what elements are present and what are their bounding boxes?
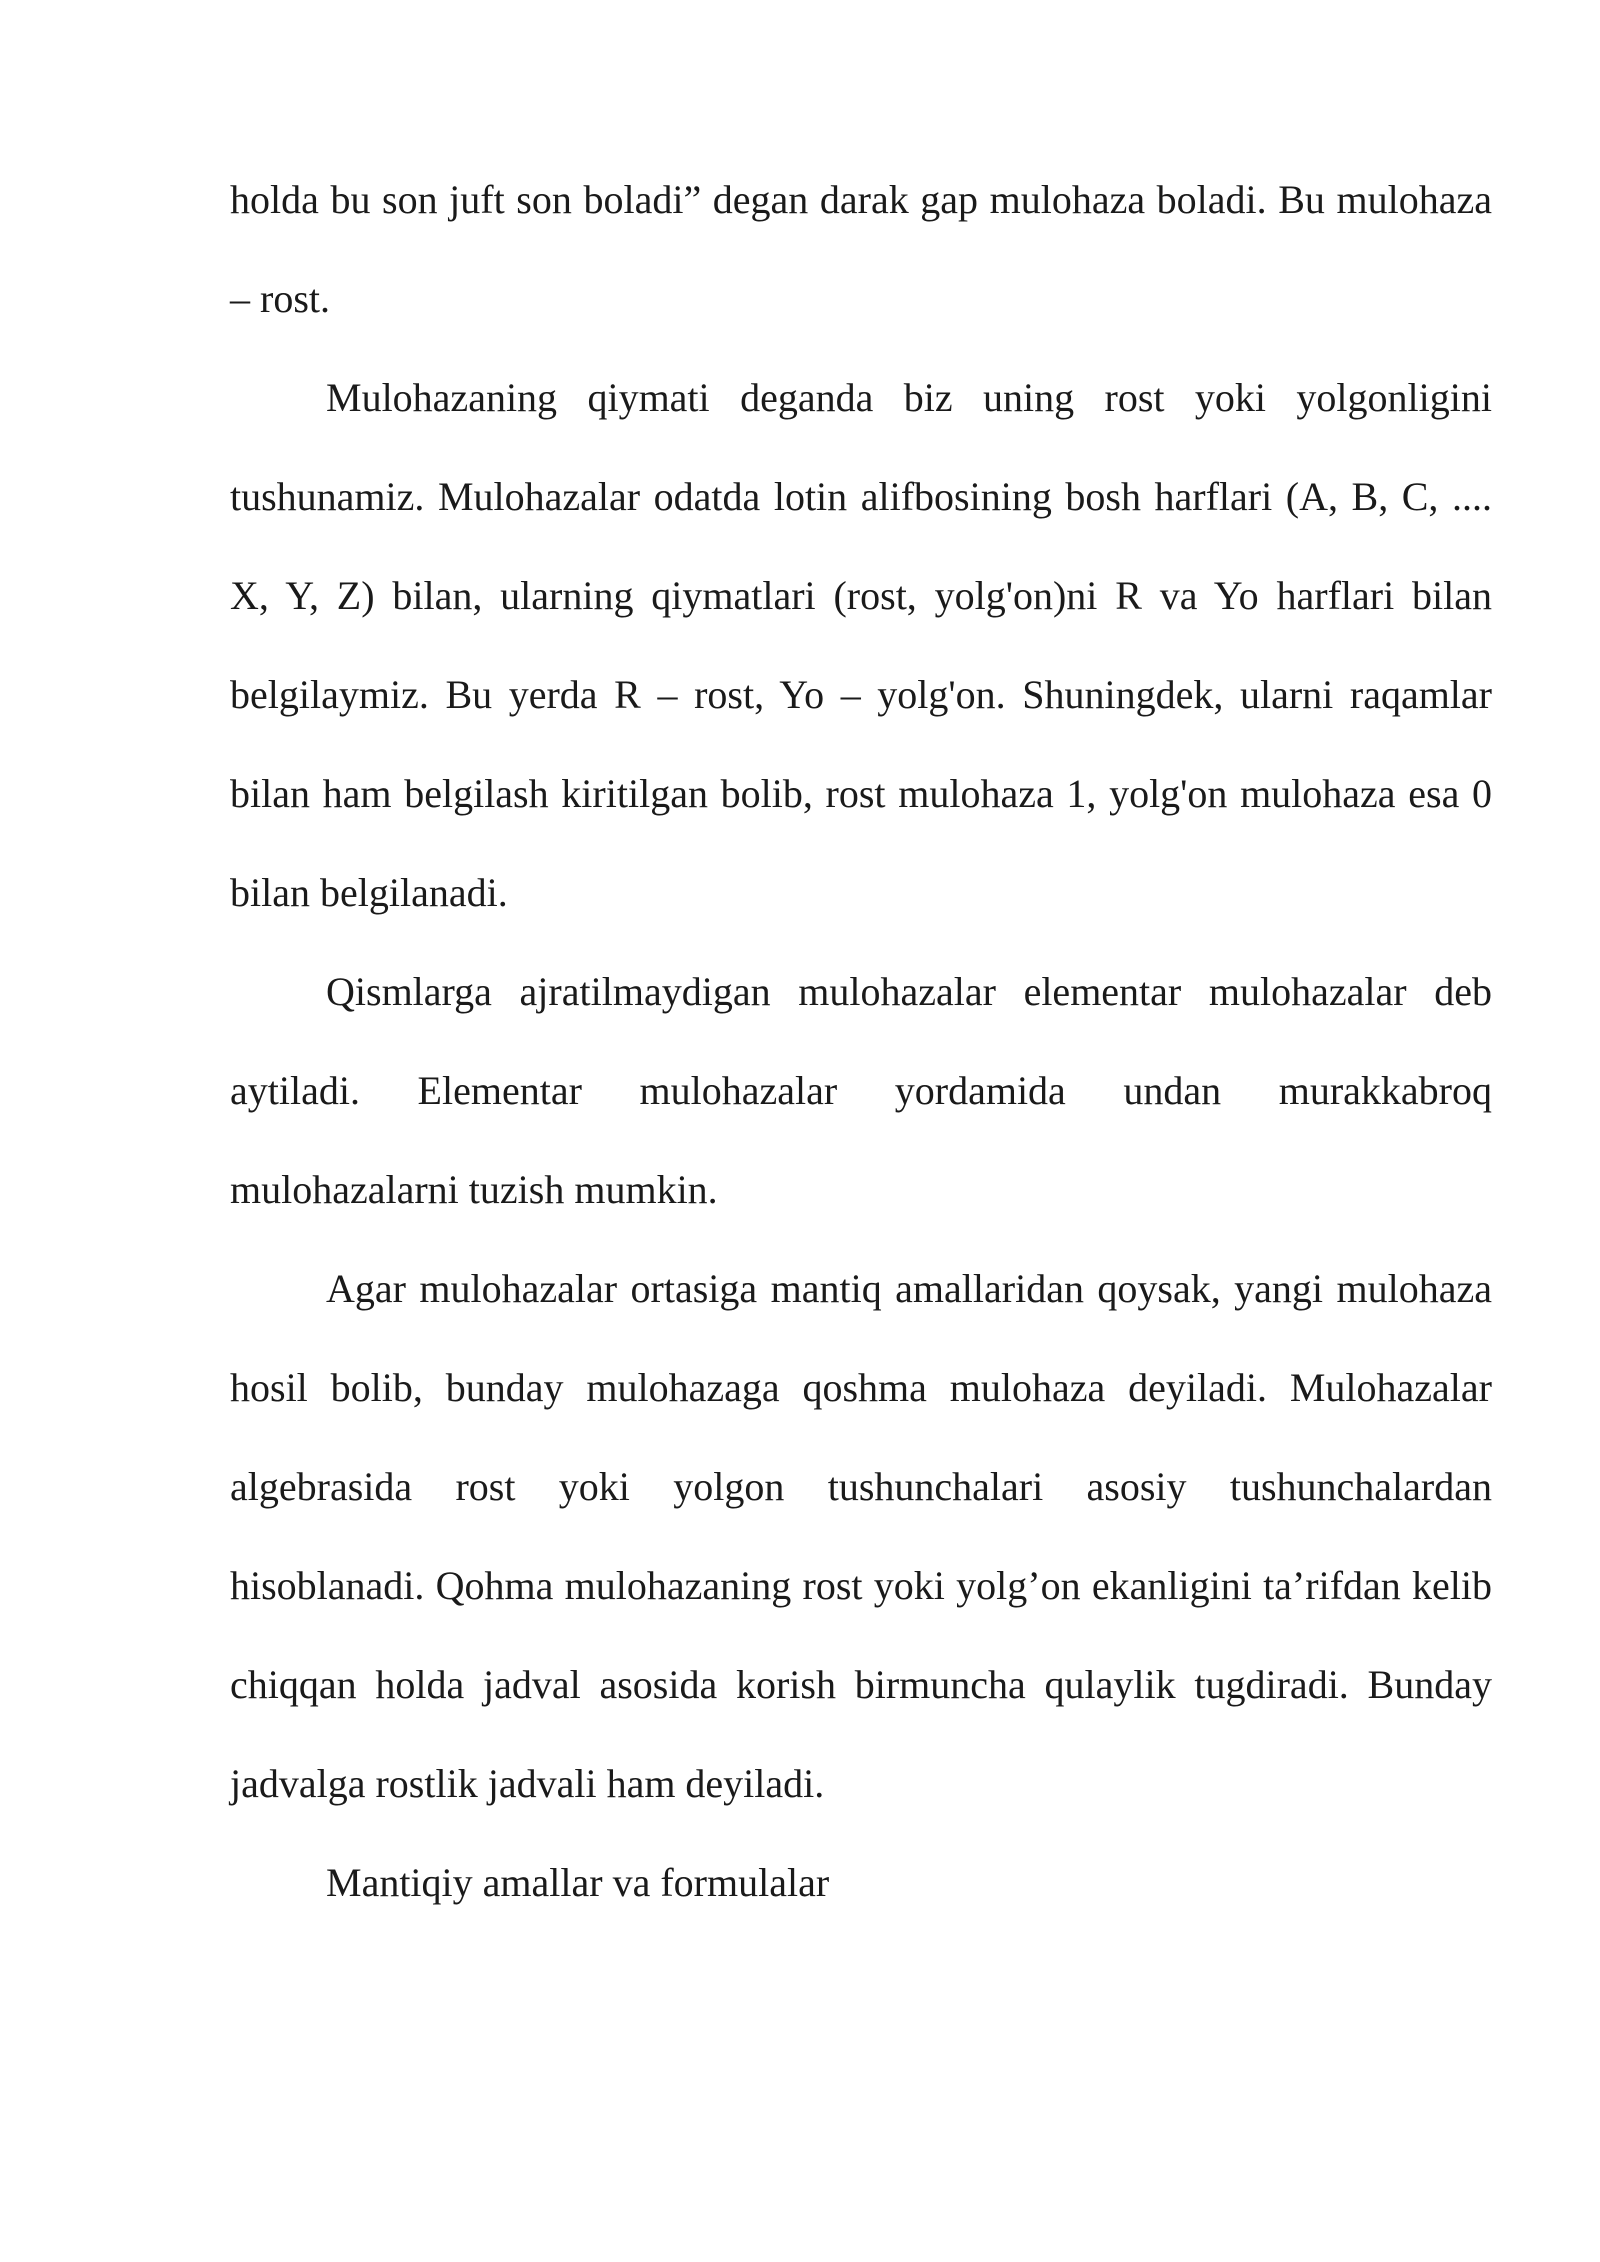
paragraph-elementar-mulohazalar: Qismlarga ajratilmaydigan mulohazalar elementar mulohazalar deb aytiladi. Elementar mulohazalar yordamida undan murakkabroq mulohazalarni tuzish mumkin. <box>230 969 1492 1212</box>
text-column <box>230 150 1492 1932</box>
paragraph-mulohaza-qiymati: Mulohazaning qiymati deganda biz uning rost yoki yolgonligini tushunamiz. Mulohazalar odatda lotin alifbosining bosh harflari (A, B, C, .... X, Y, Z) bilan, ularning qiymatlari (rost, yolg'on)ni R va Yo harflari bilan belgilaymiz. Bu yerda R – rost, Yo – yolg'on. Shuningdek, ularni raqamlar bilan ham belgilash kiritilgan bolib, rost mulohaza 1, yolg'on mulohaza esa 0 bilan belgilanadi. <box>230 375 1492 915</box>
section-heading: Mantiqiy amallar va formulalar <box>326 1860 830 1905</box>
paragraph-continuation: holda bu son juft son boladi” degan darak gap mulohaza boladi. Bu mulohaza – rost. <box>230 177 1492 321</box>
paragraph-qoshma-mulohaza: Agar mulohazalar ortasiga mantiq amallaridan qoysak, yangi mulohaza hosil bolib, bunday mulohazaga qoshma mulohaza deyiladi. Mulohazalar algebrasida rost yoki yolgon tushunchalari asosiy tushunchalardan hisoblanadi. Qohma mulohazaning rost yoki yolg’on ekanligini ta’rifdan kelib chiqqan holda jadval asosida korish birmuncha qulaylik tugdiradi. Bunday jadvalga rostlik jadvali ham deyiladi. <box>230 1266 1492 1806</box>
